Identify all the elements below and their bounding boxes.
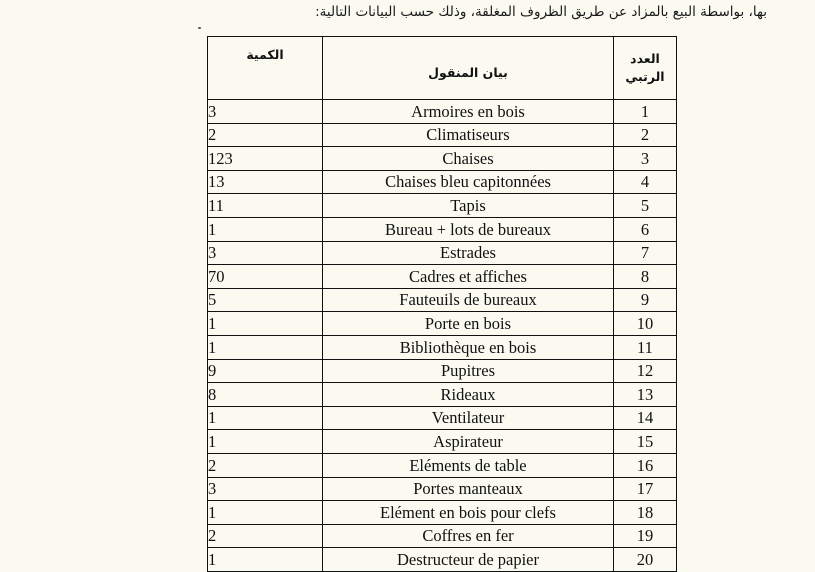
cell-item: Pupitres	[323, 359, 614, 383]
table-row	[208, 147, 677, 171]
cell-quantity: 123	[208, 147, 323, 171]
movables-table	[207, 36, 677, 572]
cell-quantity: 13	[208, 170, 323, 194]
cell-item: Eléments de table	[323, 453, 614, 477]
cell-item: Tapis	[323, 194, 614, 218]
cell-quantity: 8	[208, 383, 323, 407]
table-row	[208, 123, 677, 147]
table-row	[208, 170, 677, 194]
cell-number: 11	[614, 335, 677, 359]
cell-quantity: 1	[208, 217, 323, 241]
cell-number: 17	[614, 477, 677, 501]
cell-number: 6	[614, 217, 677, 241]
cell-number: 7	[614, 241, 677, 265]
cell-number: 19	[614, 524, 677, 548]
cell-number: 10	[614, 312, 677, 336]
cell-item: Ventilateur	[323, 406, 614, 430]
cell-quantity: 1	[208, 548, 323, 572]
cell-item: Fauteuils de bureaux	[323, 288, 614, 312]
cell-quantity: 1	[208, 430, 323, 454]
table-row	[208, 288, 677, 312]
table-row	[208, 548, 677, 572]
cell-number: 8	[614, 265, 677, 289]
table-row	[208, 100, 677, 124]
table-header-row	[208, 37, 677, 100]
cell-item: Bureau + lots de bureaux	[323, 217, 614, 241]
cell-item: Rideaux	[323, 383, 614, 407]
cell-quantity: 2	[208, 453, 323, 477]
table-row	[208, 312, 677, 336]
table-row	[208, 265, 677, 289]
cell-item: Aspirateur	[323, 430, 614, 454]
cell-item: Cadres et affiches	[323, 265, 614, 289]
table-body	[208, 100, 677, 572]
cell-number: 1	[614, 100, 677, 124]
cell-number: 9	[614, 288, 677, 312]
table-row	[208, 241, 677, 265]
cell-number: 4	[614, 170, 677, 194]
cell-number: 13	[614, 383, 677, 407]
cell-quantity: 3	[208, 477, 323, 501]
cell-number: 12	[614, 359, 677, 383]
cell-number: 15	[614, 430, 677, 454]
table-row	[208, 477, 677, 501]
header-quantity: الكمية	[208, 37, 323, 100]
cell-quantity: 2	[208, 123, 323, 147]
cell-quantity: 1	[208, 406, 323, 430]
cell-quantity: 11	[208, 194, 323, 218]
cell-quantity: 9	[208, 359, 323, 383]
cell-item: Portes manteaux	[323, 477, 614, 501]
table-row	[208, 524, 677, 548]
cell-item: Climatiseurs	[323, 123, 614, 147]
table-row	[208, 335, 677, 359]
cell-item: Destructeur de papier	[323, 548, 614, 572]
cell-item: Armoires en bois	[323, 100, 614, 124]
cell-quantity: 1	[208, 501, 323, 525]
table-row	[208, 501, 677, 525]
cell-number: 16	[614, 453, 677, 477]
cell-item: Porte en bois	[323, 312, 614, 336]
table-row	[208, 217, 677, 241]
cell-quantity: 70	[208, 265, 323, 289]
cell-quantity: 3	[208, 100, 323, 124]
intro-paragraph: بها، بواسطة البيع بالمزاد عن طريق الظروف المغلقة، وذلك حسب البيانات التالية:	[315, 4, 767, 20]
cell-quantity: 1	[208, 312, 323, 336]
header-serial-number: العدد الرتبي	[614, 37, 677, 100]
cell-item: Elément en bois pour clefs	[323, 501, 614, 525]
cell-number: 20	[614, 548, 677, 572]
cell-number: 2	[614, 123, 677, 147]
cell-quantity: 2	[208, 524, 323, 548]
table-row	[208, 359, 677, 383]
table-row	[208, 430, 677, 454]
table-row	[208, 194, 677, 218]
cell-number: 3	[614, 147, 677, 171]
cell-quantity: 3	[208, 241, 323, 265]
cell-item: Chaises	[323, 147, 614, 171]
cell-number: 18	[614, 501, 677, 525]
cell-quantity: 1	[208, 335, 323, 359]
table-row	[208, 453, 677, 477]
cell-item: Bibliothèque en bois	[323, 335, 614, 359]
table-row	[208, 406, 677, 430]
header-item-description: بيان المنقول	[323, 37, 614, 100]
cell-quantity: 5	[208, 288, 323, 312]
cell-number: 14	[614, 406, 677, 430]
cell-item: Coffres en fer	[323, 524, 614, 548]
cell-item: Chaises bleu capitonnées	[323, 170, 614, 194]
table-row	[208, 383, 677, 407]
cell-number: 5	[614, 194, 677, 218]
cell-item: Estrades	[323, 241, 614, 265]
scan-speck	[198, 27, 201, 29]
